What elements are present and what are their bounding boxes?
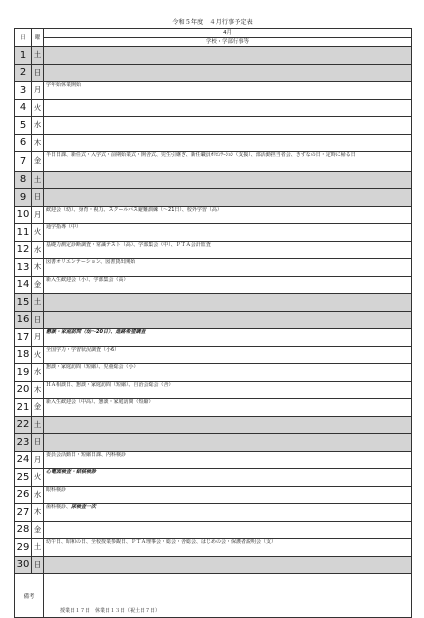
weekday-cell: 日 <box>32 64 44 82</box>
event-cell: 心電図検査・結核検診 <box>44 469 412 487</box>
day-cell: 20 <box>15 381 32 399</box>
day-cell: 1 <box>15 47 32 65</box>
event-cell: 半日日課、新任式・入学式・前期始業式・開舎式、児生引継ぎ、新任職員ｵﾘｴﾝﾃｰｼｮﾝ（支援）、部活動担当者会、きずなの日・定時に帰る日 <box>44 152 412 172</box>
weekday-cell: 土 <box>32 294 44 312</box>
table-row <box>15 294 412 312</box>
day-cell: 22 <box>15 416 32 434</box>
weekday-cell: 日 <box>32 556 44 574</box>
table-row <box>15 539 412 557</box>
day-cell: 14 <box>15 276 32 294</box>
day-cell: 3 <box>15 82 32 100</box>
event-cell: 幼午日、昭和の日、全校授業参観日、ＰＴＡ理事会・総会・舎総会、はじめの会・保護者説明会（支） <box>44 539 412 557</box>
table-row <box>15 64 412 82</box>
day-cell: 12 <box>15 241 32 259</box>
header-row-1 <box>15 29 412 38</box>
remarks-label: 備考 <box>15 574 44 618</box>
weekday-cell: 水 <box>32 486 44 504</box>
event-cell <box>44 504 412 522</box>
event-cell: 委員会活動日・短縮日課、内科検診 <box>44 451 412 469</box>
day-cell: 13 <box>15 259 32 277</box>
events-column-header: 学校・学部行事等 <box>44 38 412 47</box>
schedule-page <box>14 18 411 618</box>
weekday-cell: 月 <box>32 82 44 100</box>
weekday-cell: 水 <box>32 117 44 135</box>
day-cell: 7 <box>15 152 32 172</box>
weekday-header: 曜 <box>32 29 44 47</box>
event-cell <box>44 134 412 152</box>
event-cell: 眼科検診 <box>44 486 412 504</box>
event-cell: 図書オリエンテーション、図書貸出開始 <box>44 259 412 277</box>
table-row <box>15 504 412 522</box>
event-cell <box>44 521 412 539</box>
table-row <box>15 556 412 574</box>
remarks-row <box>15 574 412 618</box>
table-row <box>15 117 412 135</box>
event-cell: 懇談・家庭訪問（短縮）、児童総会（小） <box>44 364 412 382</box>
table-row <box>15 451 412 469</box>
event-cell: 学年始休業開始 <box>44 82 412 100</box>
event-cell: 新入生歓迎会（小）、学部集会（高） <box>44 276 412 294</box>
weekday-cell: 土 <box>32 171 44 189</box>
weekday-cell: 金 <box>32 276 44 294</box>
day-cell: 2 <box>15 64 32 82</box>
weekday-cell: 火 <box>32 99 44 117</box>
table-row <box>15 259 412 277</box>
event-text: 歯科検診、 <box>46 504 72 510</box>
event-cell <box>44 311 412 329</box>
day-cell: 25 <box>15 469 32 487</box>
event-cell: ＨＡ相談日、懇談・家庭訪問（短縮）、自治会総会（舎） <box>44 381 412 399</box>
event-cell <box>44 416 412 434</box>
event-cell <box>44 189 412 207</box>
event-cell <box>44 171 412 189</box>
table-row <box>15 99 412 117</box>
event-cell <box>44 117 412 135</box>
weekday-cell: 土 <box>32 416 44 434</box>
table-row <box>15 329 412 347</box>
event-cell: 新入生歓迎会（中高）、懇談・家庭訪問（短縮） <box>44 399 412 417</box>
table-row <box>15 134 412 152</box>
table-row <box>15 486 412 504</box>
month-header: 4月 <box>44 29 412 38</box>
weekday-cell: 火 <box>32 469 44 487</box>
day-cell: 23 <box>15 434 32 452</box>
weekday-cell: 日 <box>32 434 44 452</box>
weekday-cell: 月 <box>32 329 44 347</box>
page-title: 令和５年度 ４月行事予定表 <box>172 19 253 26</box>
weekday-cell: 木 <box>32 504 44 522</box>
event-cell <box>44 556 412 574</box>
day-cell: 17 <box>15 329 32 347</box>
table-row <box>15 189 412 207</box>
schedule-table <box>14 28 412 618</box>
day-cell: 29 <box>15 539 32 557</box>
weekday-cell: 火 <box>32 346 44 364</box>
table-row <box>15 241 412 259</box>
day-cell: 6 <box>15 134 32 152</box>
weekday-cell: 日 <box>32 311 44 329</box>
table-row <box>15 399 412 417</box>
day-cell: 27 <box>15 504 32 522</box>
weekday-cell: 木 <box>32 259 44 277</box>
weekday-cell: 土 <box>32 539 44 557</box>
weekday-cell: 日 <box>32 189 44 207</box>
day-cell: 28 <box>15 521 32 539</box>
event-cell: 懇談・家庭訪問（幼～20日）、進路希望調査 <box>44 329 412 347</box>
table-row <box>15 47 412 65</box>
event-cell: 全国学力・学習状況調査（小6） <box>44 346 412 364</box>
day-cell: 15 <box>15 294 32 312</box>
weekday-cell: 金 <box>32 399 44 417</box>
weekday-cell: 月 <box>32 451 44 469</box>
weekday-cell: 火 <box>32 224 44 242</box>
weekday-cell: 水 <box>32 241 44 259</box>
weekday-cell: 金 <box>32 152 44 172</box>
day-cell: 16 <box>15 311 32 329</box>
event-cell: 歓迎会（幼）、身育・視力、スクールバス避難訓練（～21日）、校外学習（高） <box>44 206 412 224</box>
day-cell: 5 <box>15 117 32 135</box>
remarks-text: 授業日１７日 休業日１３日（祝土日７日） <box>44 574 412 618</box>
day-cell: 24 <box>15 451 32 469</box>
table-row <box>15 152 412 172</box>
event-cell: 基礎力測定診断調査・常識テスト（高）、学部集会（中）、ＰＴＡ会計監査 <box>44 241 412 259</box>
weekday-cell: 月 <box>32 206 44 224</box>
table-row <box>15 276 412 294</box>
event-cell <box>44 434 412 452</box>
table-row <box>15 521 412 539</box>
day-header: 日 <box>15 29 32 47</box>
weekday-cell: 水 <box>32 364 44 382</box>
table-row <box>15 364 412 382</box>
table-row <box>15 434 412 452</box>
header-row-2 <box>15 38 412 47</box>
day-cell: 11 <box>15 224 32 242</box>
day-cell: 21 <box>15 399 32 417</box>
event-text-emphasis: 尿検査一次 <box>71 504 97 510</box>
day-cell: 8 <box>15 171 32 189</box>
day-cell: 4 <box>15 99 32 117</box>
event-cell <box>44 47 412 65</box>
day-cell: 18 <box>15 346 32 364</box>
event-cell <box>44 99 412 117</box>
table-row <box>15 206 412 224</box>
event-cell <box>44 294 412 312</box>
table-row <box>15 416 412 434</box>
day-cell: 10 <box>15 206 32 224</box>
day-cell: 19 <box>15 364 32 382</box>
table-row <box>15 224 412 242</box>
table-row <box>15 311 412 329</box>
weekday-cell: 木 <box>32 381 44 399</box>
table-row <box>15 346 412 364</box>
table-row <box>15 381 412 399</box>
weekday-cell: 金 <box>32 521 44 539</box>
day-cell: 26 <box>15 486 32 504</box>
weekday-cell: 土 <box>32 47 44 65</box>
day-cell: 30 <box>15 556 32 574</box>
event-cell: 通学指導（中） <box>44 224 412 242</box>
table-row <box>15 171 412 189</box>
day-cell: 9 <box>15 189 32 207</box>
weekday-cell: 木 <box>32 134 44 152</box>
event-cell <box>44 64 412 82</box>
table-row <box>15 82 412 100</box>
table-row <box>15 469 412 487</box>
